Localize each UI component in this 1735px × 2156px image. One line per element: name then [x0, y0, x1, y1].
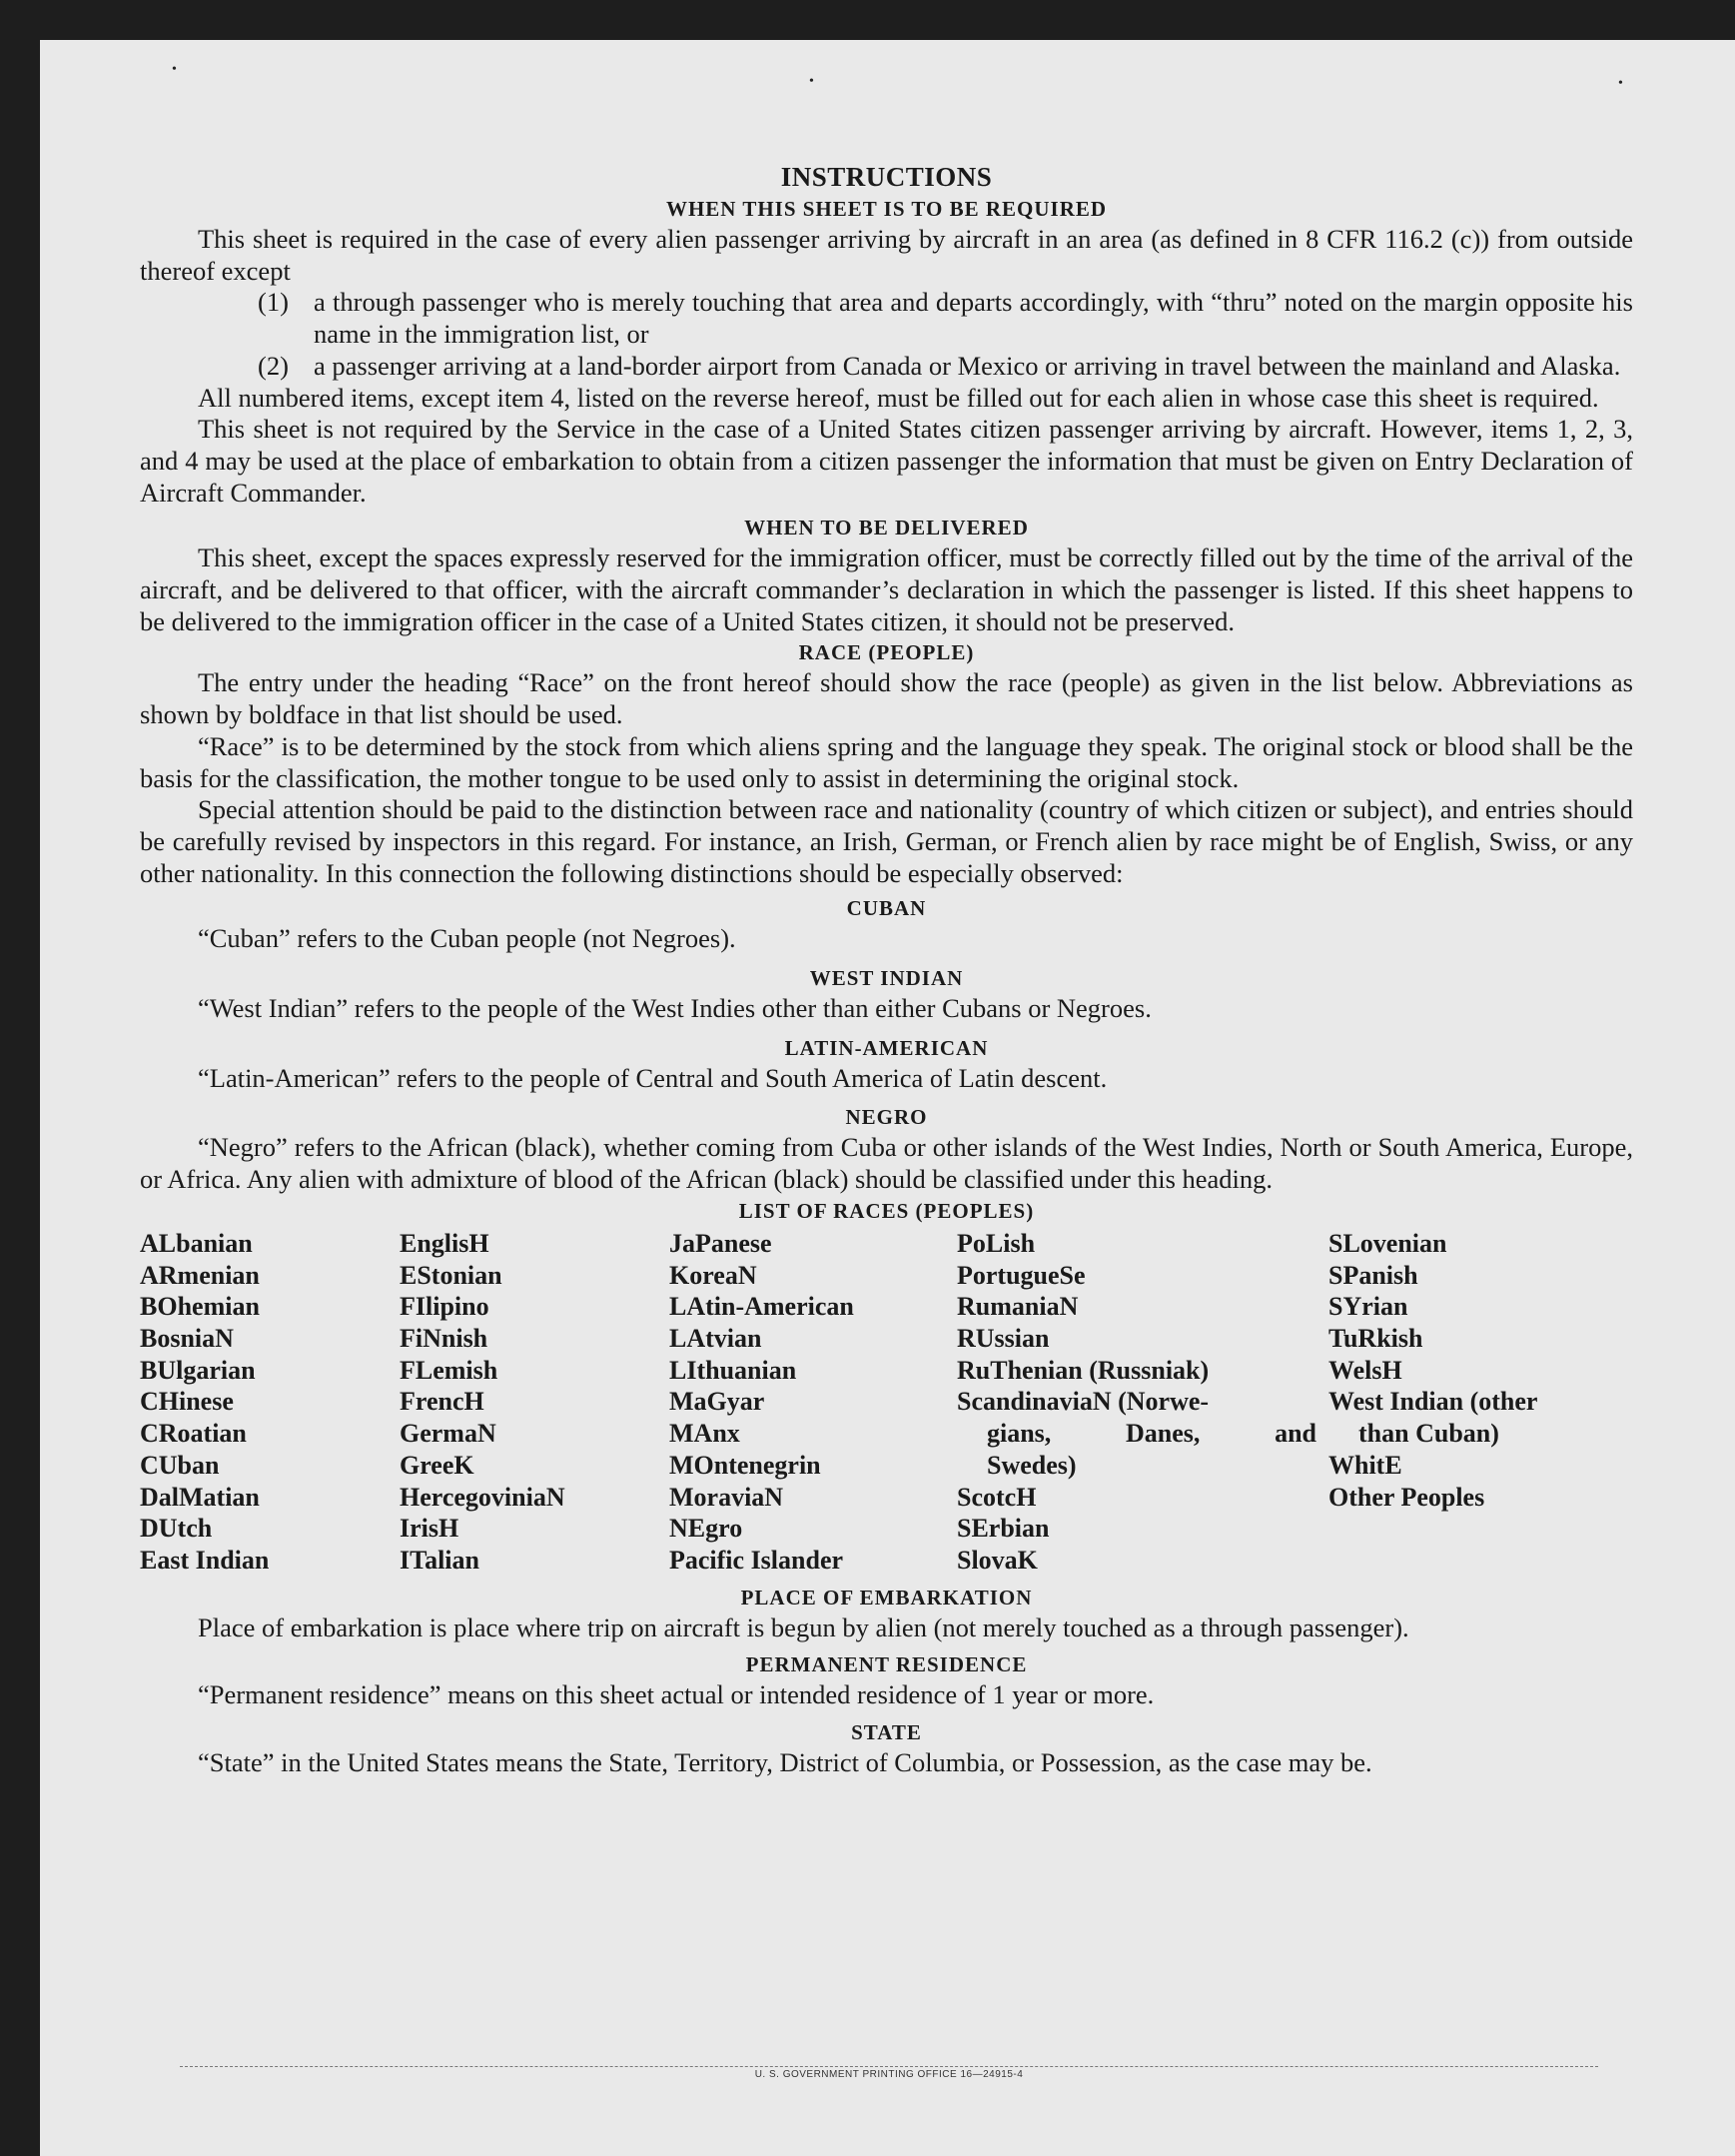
race-entry: RUssian: [957, 1323, 1050, 1353]
paragraph: “Cuban” refers to the Cuban people (not Negroes).: [198, 923, 736, 954]
race-entry: GermaN: [400, 1419, 496, 1449]
race-entry: RuThenian (Russniak): [957, 1355, 1210, 1385]
race-entry: ScandinaviaN (Norwe-: [957, 1387, 1210, 1417]
heading-state: STATE: [851, 1720, 922, 1745]
race-entry: ALbanian: [140, 1228, 253, 1258]
heading-latin-american: LATIN-AMERICAN: [784, 1035, 989, 1060]
item-number: (1): [258, 287, 289, 318]
page-title: INSTRUCTIONS: [780, 162, 993, 192]
race-entry: CRoatian: [140, 1419, 247, 1449]
race-entry: RumaniaN: [957, 1292, 1079, 1322]
race-entry: DUtch: [140, 1514, 213, 1544]
race-entry: SPanish: [1328, 1260, 1418, 1290]
races-column-2: [400, 1228, 669, 1577]
races-column-3: [669, 1228, 957, 1577]
race-entry: LIthuanian: [669, 1355, 797, 1385]
race-entry: IrisH: [400, 1514, 459, 1544]
heading-embarkation: PLACE OF EMBARKATION: [740, 1585, 1033, 1610]
races-list: [140, 1228, 1633, 1577]
race-entry: East Indian: [140, 1545, 270, 1575]
instructions-content: [140, 160, 1633, 1779]
paragraph: “West Indian” refers to the people of the West Indies other than either Cubans or Negroes.: [198, 993, 1152, 1024]
race-entry: EStonian: [400, 1260, 502, 1290]
heading-west-indian: WEST INDIAN: [809, 966, 964, 991]
race-entry: WhitE: [1328, 1450, 1402, 1480]
race-entry: SYrian: [1328, 1292, 1408, 1322]
race-entry: ITalian: [400, 1545, 479, 1575]
scan-mark: •: [809, 74, 814, 89]
race-entry: FLemish: [400, 1355, 498, 1385]
document-page: [40, 40, 1735, 2156]
race-entry: BOhemian: [140, 1292, 260, 1322]
heading-permanent-residence: PERMANENT RESIDENCE: [745, 1652, 1028, 1677]
race-entry: PoLish: [957, 1228, 1036, 1258]
paragraph: All numbered items, except item 4, listed on the reverse hereof, must be filled out for each alien in whose case this sheet is required.: [198, 382, 1599, 413]
races-column-5: [1328, 1228, 1588, 1577]
paragraph: Special attention should be paid to the distinction between race and nationality (country of which citizen or subject), and entries should be carefully revised by inspectors in this regard. For instance, an Irish, German, or French alien by race might be of English, Swiss, or any other nationality. In this connection the following distinctions should be especially observed:: [140, 794, 1633, 888]
race-entry: PortugueSe: [957, 1260, 1086, 1290]
item-number: (2): [258, 350, 289, 381]
race-entry: MoraviaN: [669, 1482, 784, 1512]
item-text: a through passenger who is merely touching that area and departs accordingly, with “thru” noted on the margin opposite his name in the immigration list, or: [314, 287, 1633, 350]
paragraph: Place of embarkation is place where trip on aircraft is begun by alien (not merely touched as a through passenger).: [198, 1612, 1409, 1642]
paragraph: This sheet is required in the case of every alien passenger arriving by aircraft in an area (as defined in 8 CFR 116.2 (c)) from outside thereof except: [140, 224, 1633, 286]
race-entry-continued: gians, Danes, and: [987, 1419, 1316, 1449]
heading-cuban: CUBAN: [846, 896, 927, 921]
race-entry: CHinese: [140, 1387, 234, 1417]
heading-negro: NEGRO: [845, 1105, 928, 1130]
race-entry-continued: than Cuban): [1358, 1419, 1499, 1449]
scan-mark: •: [172, 62, 177, 77]
paragraph: This sheet, except the spaces expressly reserved for the immigration officer, must be correctly filled out by the time of the arrival of the aircraft, and be delivered to that officer, with the aircraft commander’s declaration in which the passenger is listed. If this sheet happens to be delivered to the immigration officer in the case of a United States citizen, it should not be preserved.: [140, 542, 1633, 636]
heading-when-delivered: WHEN TO BE DELIVERED: [744, 516, 1029, 540]
race-entry: DalMatian: [140, 1482, 260, 1512]
race-entry: LAtvian: [669, 1323, 762, 1353]
race-entry: BUlgarian: [140, 1355, 256, 1385]
race-entry: FrencH: [400, 1387, 484, 1417]
paragraph: “Negro” refers to the African (black), whether coming from Cuba or other islands of the West Indies, North or South America, Europe, or Africa. Any alien with admixture of blood of the African (black) should be classified under this heading.: [140, 1132, 1633, 1195]
race-entry: NEgro: [669, 1514, 743, 1544]
race-entry: CUban: [140, 1450, 220, 1480]
paragraph: “Permanent residence” means on this sheet actual or intended residence of 1 year or more.: [198, 1679, 1155, 1710]
paragraph: “State” in the United States means the State, Territory, District of Columbia, or Possession, as the case may be.: [198, 1747, 1372, 1778]
paragraph: “Latin-American” refers to the people of Central and South America of Latin descent.: [198, 1062, 1108, 1093]
race-entry: SErbian: [957, 1514, 1050, 1544]
scan-mark: •: [1618, 76, 1623, 91]
race-entry: West Indian (other: [1328, 1387, 1538, 1417]
race-entry: GreeK: [400, 1450, 474, 1480]
paragraph: This sheet is not required by the Service in the case of a United States citizen passenger arriving by aircraft. However, items 1, 2, 3, and 4 may be used at the place of embarkation to obtain from a citizen passenger the information that must be given on Entry Declaration of Aircraft Commander.: [140, 414, 1633, 508]
race-entry-continued: Swedes): [987, 1450, 1077, 1480]
list-item: [140, 287, 1633, 350]
race-entry: TuRkish: [1328, 1323, 1423, 1353]
race-entry: JaPanese: [669, 1228, 772, 1258]
heading-when-required: WHEN THIS SHEET IS TO BE REQUIRED: [665, 197, 1108, 221]
race-entry: Pacific Islander: [669, 1545, 844, 1575]
race-entry: BosniaN: [140, 1323, 234, 1353]
race-entry: LAtin-American: [669, 1292, 854, 1322]
race-entry: KoreaN: [669, 1260, 757, 1290]
race-entry: SLovenian: [1328, 1228, 1447, 1258]
heading-list-of-races: LIST OF RACES (PEOPLES): [738, 1198, 1035, 1223]
race-entry: Other Peoples: [1328, 1482, 1485, 1512]
races-column-4: [957, 1228, 1328, 1577]
heading-race: RACE (PEOPLE): [798, 640, 975, 665]
race-entry: ARmenian: [140, 1260, 260, 1290]
race-entry: MaGyar: [669, 1387, 765, 1417]
race-entry: FiNnish: [400, 1323, 488, 1353]
printing-office-footer: U. S. GOVERNMENT PRINTING OFFICE 16—24915-4: [180, 2066, 1598, 2080]
paragraph: The entry under the heading “Race” on the front hereof should show the race (people) as given in the list below. Abbreviations as shown by boldface in that list should be used.: [140, 667, 1633, 730]
race-entry: SlovaK: [957, 1545, 1038, 1575]
race-entry: MAnx: [669, 1419, 740, 1449]
race-entry: HercegoviniaN: [400, 1482, 565, 1512]
race-entry: EnglisH: [400, 1228, 489, 1258]
item-text: a passenger arriving at a land-border airport from Canada or Mexico or arriving in travel between the mainland and Alaska.: [314, 350, 1621, 381]
list-item: [140, 351, 1633, 383]
races-column-1: [140, 1228, 400, 1577]
race-entry: ScotcH: [957, 1482, 1037, 1512]
paragraph: “Race” is to be determined by the stock from which aliens spring and the language they speak. The original stock or blood shall be the basis for the classification, the mother tongue to be used only to assist in determining the original stock.: [140, 730, 1633, 793]
race-entry: FIlipino: [400, 1292, 489, 1322]
race-entry: MOntenegrin: [669, 1450, 821, 1480]
race-entry: WelsH: [1328, 1355, 1402, 1385]
